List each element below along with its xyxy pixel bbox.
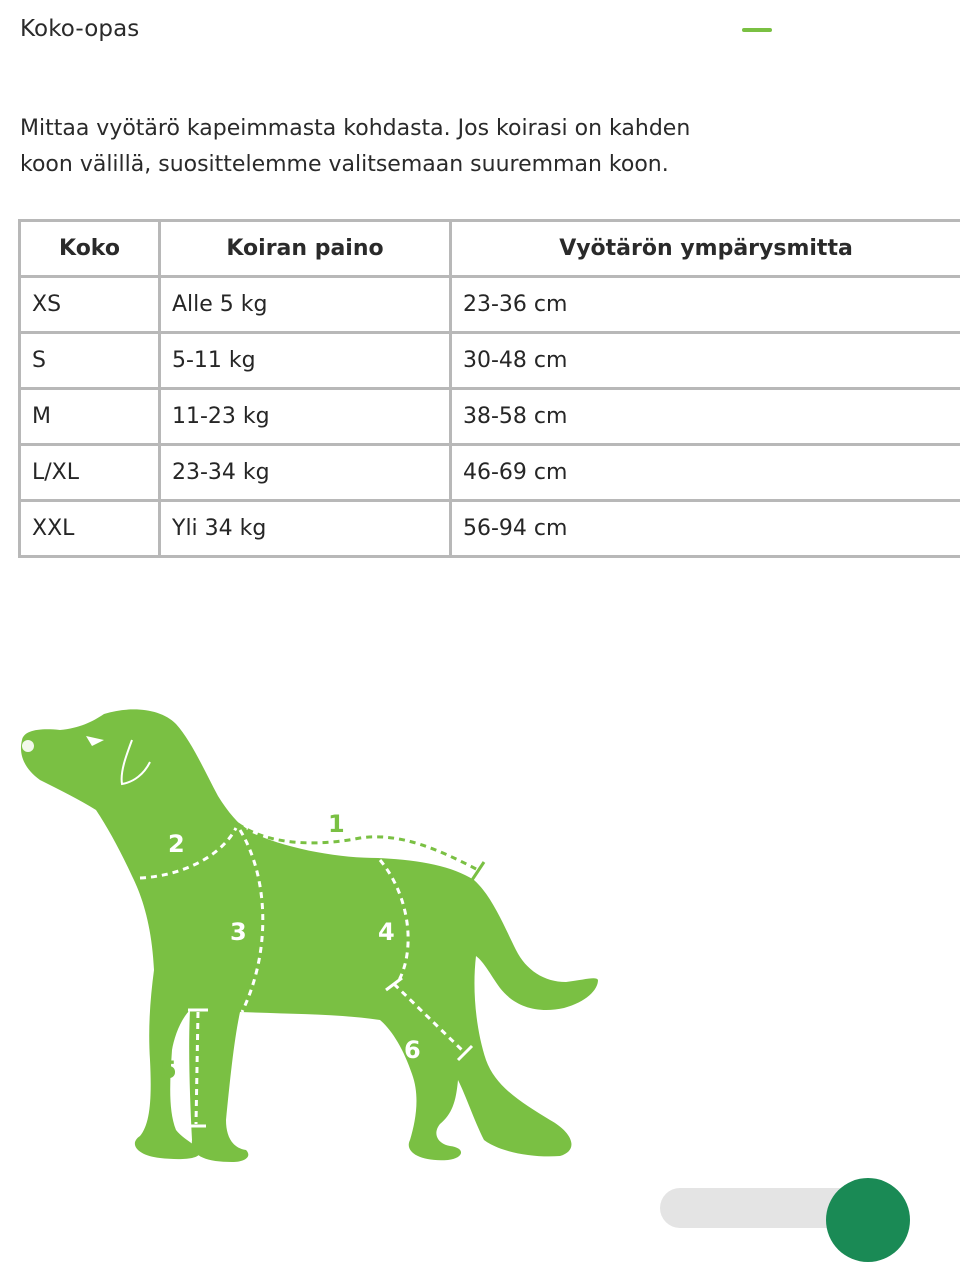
cell-size: M xyxy=(21,390,158,443)
column-header-weight: Koiran paino xyxy=(161,222,449,275)
measure-tick-1b xyxy=(472,862,484,880)
dog-illustration xyxy=(0,700,620,1170)
measure-label-3: 3 xyxy=(230,918,247,946)
cell-weight: Yli 34 kg xyxy=(161,502,449,555)
table-row xyxy=(21,334,960,387)
size-guide-title: Koko-opas xyxy=(20,16,140,42)
measure-label-5: 5 xyxy=(160,1056,177,1084)
table-row xyxy=(21,446,960,499)
cell-waist: 38-58 cm xyxy=(452,390,960,443)
column-header-size: Koko xyxy=(21,222,158,275)
dog-silhouette xyxy=(21,709,598,1162)
measure-label-6: 6 xyxy=(404,1036,421,1064)
cell-waist: 56-94 cm xyxy=(452,502,960,555)
minus-icon xyxy=(742,28,772,32)
table-row xyxy=(21,502,960,555)
cell-weight: 23-34 kg xyxy=(161,446,449,499)
column-header-waist: Vyötärön ympärysmitta xyxy=(452,222,960,275)
dog-nose xyxy=(22,740,34,752)
measure-label-2: 2 xyxy=(168,830,185,858)
size-table xyxy=(18,219,960,558)
cell-size: XS xyxy=(21,278,158,331)
size-guide-intro xyxy=(20,111,780,183)
cell-weight: 5-11 kg xyxy=(161,334,449,387)
cell-waist: 23-36 cm xyxy=(452,278,960,331)
collapse-minus-icon[interactable] xyxy=(736,20,778,40)
dog-measurement-diagram xyxy=(0,700,620,1170)
cell-waist: 30-48 cm xyxy=(452,334,960,387)
table-row xyxy=(21,278,960,331)
cell-weight: Alle 5 kg xyxy=(161,278,449,331)
cell-size: L/XL xyxy=(21,446,158,499)
floating-action-button[interactable] xyxy=(826,1178,910,1262)
measure-label-1: 1 xyxy=(328,810,345,838)
cell-size: S xyxy=(21,334,158,387)
size-guide-header[interactable] xyxy=(0,0,960,60)
table-row xyxy=(21,390,960,443)
measure-label-4: 4 xyxy=(378,918,395,946)
cell-size: XXL xyxy=(21,502,158,555)
table-header-row xyxy=(21,222,960,275)
intro-line-2: koon välillä, suosittelemme valitsemaan suuremman koon. xyxy=(20,152,669,177)
cell-weight: 11-23 kg xyxy=(161,390,449,443)
cell-waist: 46-69 cm xyxy=(452,446,960,499)
intro-line-1: Mittaa vyötärö kapeimmasta kohdasta. Jos koirasi on kahden xyxy=(20,116,691,141)
